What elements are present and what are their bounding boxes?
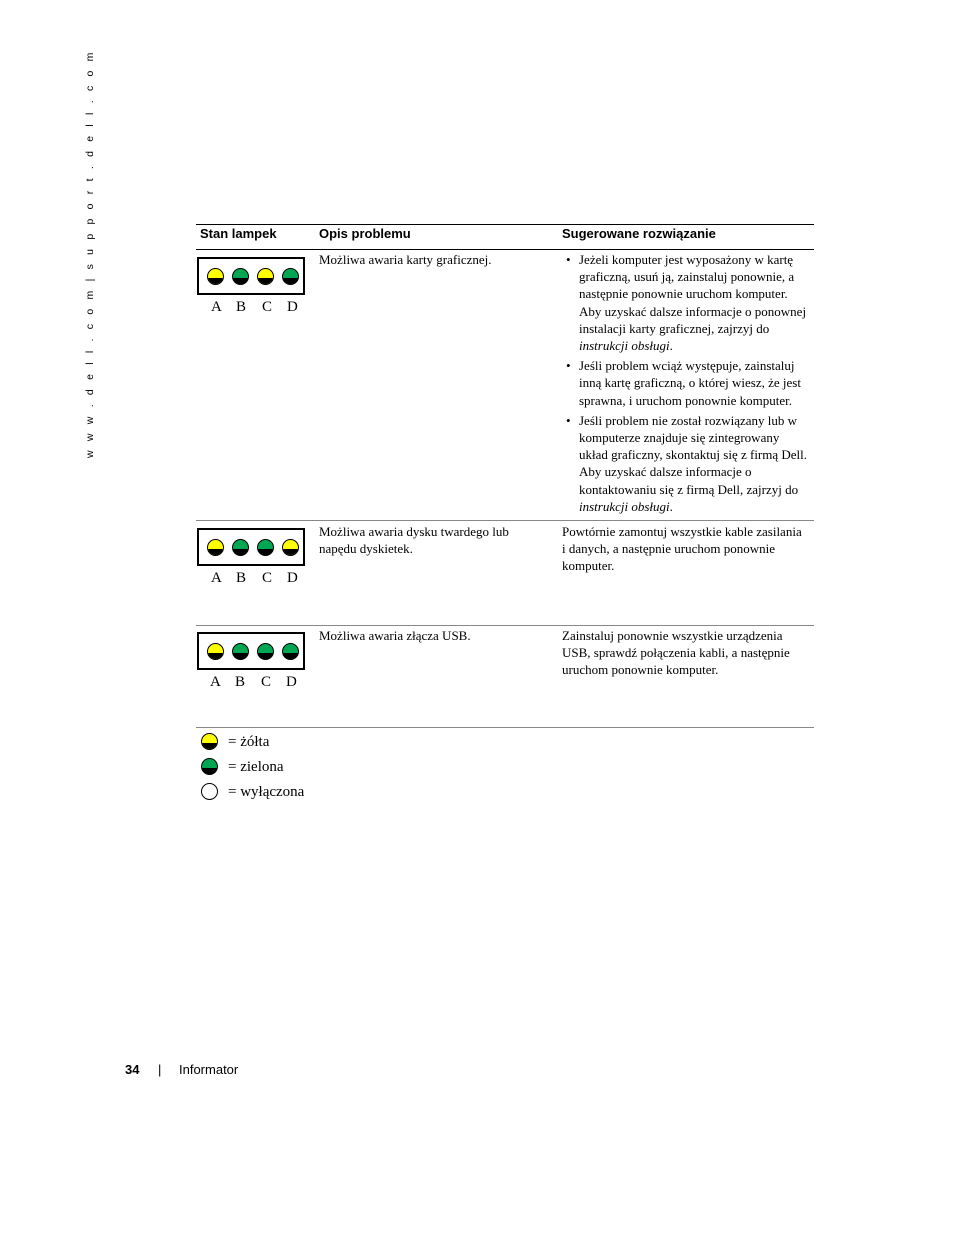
letter-b: B — [236, 299, 247, 315]
led-d-icon — [282, 643, 299, 660]
led-d-icon — [282, 268, 299, 285]
led-a-icon — [207, 643, 224, 660]
solution-item: • Jeśli problem wciąż występuje, zainstaluj inną kartę graficzną, o której wiesz, że jest sprawna, i uruchom ponownie komputer. — [566, 358, 801, 408]
solution-item: • Jeśli problem nie został rozwiązany lub w komputerze znajduje się zintegrowany układ graficzny, skontaktuj się z firmą Dell. Aby uzyskać dalsze informacje o kontaktowaniu się z firmą Dell, zajrzyj do instrukcji obsługi. — [566, 412, 808, 514]
led-b-icon — [232, 268, 249, 285]
solution-item: • Jeżeli komputer jest wyposażony w kartę graficzną, usuń ją, zainstaluj ponownie, a następnie ponownie uruchom komputer. Aby uzyskać dalsze informacje o ponownej instalacji karty graficznej, zajrzyj do instrukcji obsługi. — [566, 252, 807, 354]
page-number: 34 — [125, 1062, 140, 1077]
letter-a: A — [211, 570, 222, 586]
table-top-rule — [196, 224, 814, 225]
header-led-state: Stan lampek — [200, 226, 277, 241]
footer-separator: | — [158, 1062, 162, 1077]
led-c-icon — [257, 643, 274, 660]
row-divider — [196, 625, 814, 626]
solution-row-2: Powtórnie zamontuj wszystkie kable zasilania i danych, a następnie uruchom ponownie komputer. — [562, 524, 802, 574]
led-b-icon — [232, 539, 249, 556]
table-bottom-rule — [196, 727, 814, 728]
letter-d: D — [287, 570, 298, 586]
problem-row-2: Możliwa awaria dysku twardego lub napędu dyskietek. — [319, 524, 509, 557]
led-c-icon — [257, 539, 274, 556]
row-divider — [196, 520, 814, 521]
legend-label: = zielona — [228, 759, 284, 775]
led-a-icon — [207, 539, 224, 556]
letter-d: D — [287, 299, 298, 315]
problem-row-3: Możliwa awaria złącza USB. — [319, 628, 471, 643]
side-url: w w w . d e l l . c o m | s u p p o r t . d e l l . c o m — [84, 49, 96, 458]
letter-a: A — [211, 299, 222, 315]
legend-label: = żółta — [228, 734, 270, 750]
led-panel-row-3 — [197, 632, 305, 670]
header-problem: Opis problemu — [319, 226, 411, 241]
led-c-icon — [257, 268, 274, 285]
legend-label: = wyłączona — [228, 784, 305, 800]
led-a-icon — [207, 268, 224, 285]
led-d-icon — [282, 539, 299, 556]
green-led-icon — [201, 758, 218, 775]
led-b-icon — [232, 643, 249, 660]
footer-title: Informator — [179, 1062, 239, 1077]
led-panel-row-1 — [197, 257, 305, 295]
letter-c: C — [261, 674, 272, 690]
header-solution: Sugerowane rozwiązanie — [562, 226, 716, 241]
problem-row-1: Możliwa awaria karty graficznej. — [319, 252, 492, 267]
letter-d: D — [286, 674, 297, 690]
yellow-led-icon — [201, 733, 218, 750]
letter-c: C — [262, 299, 273, 315]
letter-b: B — [235, 674, 246, 690]
led-panel-row-2 — [197, 528, 305, 566]
letter-b: B — [236, 570, 247, 586]
off-led-icon — [201, 783, 218, 800]
solution-row-3: Zainstaluj ponownie wszystkie urządzenia USB, sprawdź połączenia kabli, a następnie uruchom ponownie komputer. — [562, 628, 790, 678]
solution-row-1 — [562, 251, 810, 518]
letter-a: A — [210, 674, 221, 690]
letter-c: C — [262, 570, 273, 586]
header-bottom-rule — [196, 249, 814, 250]
